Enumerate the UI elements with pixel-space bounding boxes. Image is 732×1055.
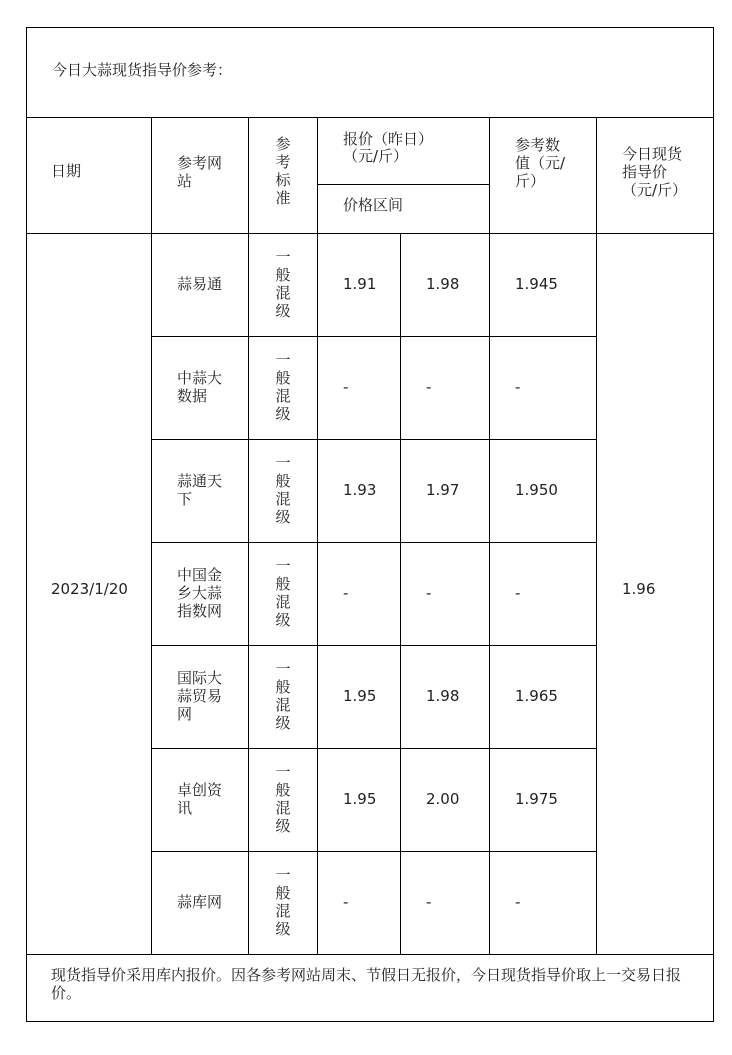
grid-line: [596, 117, 597, 954]
header-standard: 参考标准: [275, 135, 291, 207]
grid-line: [26, 954, 714, 955]
price-table: [26, 27, 714, 1022]
row-low-price: 1.95: [343, 790, 377, 808]
grid-line: [151, 117, 152, 954]
row-site: 蒜通天下: [177, 472, 223, 508]
grid-line: [26, 117, 714, 118]
row-ref-value: 1.945: [515, 275, 558, 293]
grid-line: [400, 233, 401, 954]
row-standard: 一般混级: [275, 454, 291, 526]
row-site: 国际大蒜贸易网: [177, 669, 223, 723]
header-ref-value: 参考数值（元/斤）: [515, 136, 566, 190]
row-site: 蒜库网: [177, 893, 223, 911]
row-standard: 一般混级: [275, 763, 291, 835]
footnote: 现货指导价采用库内报价。因各参考网站周末、节假日无报价，今日现货指导价取上一交易日报价。: [51, 966, 682, 1002]
row-ref-value: 1.975: [515, 790, 558, 808]
row-high-price: -: [426, 893, 432, 911]
row-low-price: 1.95: [343, 687, 377, 705]
row-high-price: -: [426, 378, 432, 396]
header-site: 参考网站: [177, 154, 223, 190]
row-low-price: -: [343, 584, 349, 602]
row-site: 卓创资讯: [177, 781, 223, 817]
row-low-price: 1.91: [343, 275, 377, 293]
grid-line: [151, 645, 596, 646]
row-site: 蒜易通: [177, 275, 223, 293]
row-low-price: -: [343, 893, 349, 911]
row-ref-value: -: [515, 584, 521, 602]
date-cell: 2023/1/20: [51, 580, 128, 598]
row-standard: 一般混级: [275, 557, 291, 629]
row-ref-value: -: [515, 378, 521, 396]
today-price-cell: 1.96: [622, 580, 656, 598]
header-today-price: 今日现货指导价（元/斤）: [622, 145, 688, 199]
row-site: 中蒜大数据: [177, 369, 223, 405]
row-high-price: -: [426, 584, 432, 602]
grid-line: [317, 117, 318, 954]
row-high-price: 1.98: [426, 275, 460, 293]
grid-line: [489, 117, 490, 954]
row-standard: 一般混级: [275, 660, 291, 732]
grid-line: [151, 748, 596, 749]
header-quote-line2: （元/斤）: [343, 147, 409, 165]
header-price-range: 价格区间: [343, 196, 404, 214]
row-standard: 一般混级: [275, 351, 291, 423]
grid-line: [317, 184, 489, 185]
row-ref-value: 1.950: [515, 481, 558, 499]
row-low-price: 1.93: [343, 481, 377, 499]
header-quote-line1: 报价（昨日）: [343, 130, 434, 148]
grid-line: [151, 851, 596, 852]
row-high-price: 2.00: [426, 790, 460, 808]
row-high-price: 1.98: [426, 687, 460, 705]
header-date: 日期: [51, 162, 82, 180]
grid-line: [151, 542, 596, 543]
grid-line: [248, 117, 249, 954]
row-standard: 一般混级: [275, 866, 291, 938]
row-site: 中国金乡大蒜指数网: [177, 566, 223, 620]
row-low-price: -: [343, 378, 349, 396]
row-ref-value: -: [515, 893, 521, 911]
row-standard: 一般混级: [275, 248, 291, 320]
grid-line: [151, 439, 596, 440]
grid-line: [151, 336, 596, 337]
table-title: 今日大蒜现货指导价参考：: [52, 61, 233, 79]
grid-line: [26, 233, 714, 234]
row-ref-value: 1.965: [515, 687, 558, 705]
row-high-price: 1.97: [426, 481, 460, 499]
